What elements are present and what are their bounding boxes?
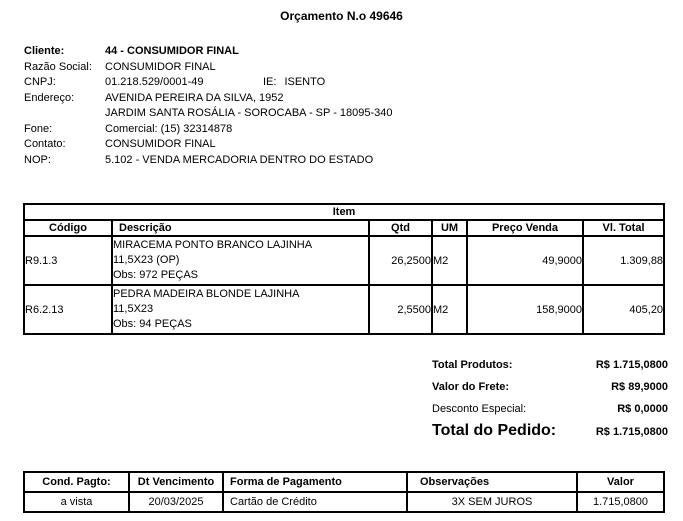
cnpj-value: 01.218.529/0001-49 bbox=[105, 76, 204, 88]
nop-label: NOP: bbox=[24, 153, 51, 166]
table-row bbox=[24, 492, 664, 512]
item-preco-venda: 158,9000 bbox=[467, 285, 583, 334]
ie-value: ISENTO bbox=[284, 76, 326, 88]
item-table bbox=[23, 203, 665, 335]
customer-row-cliente bbox=[24, 44, 393, 60]
payment-dt-vencimento: 20/03/2025 bbox=[129, 492, 223, 512]
razao-social-label: Razão Social: bbox=[24, 60, 92, 73]
cnpj-label: CNPJ: bbox=[24, 76, 56, 88]
valor-frete-label: Valor do Frete: bbox=[432, 381, 510, 393]
total-pedido-value: R$ 1.715,0800 bbox=[595, 426, 668, 438]
contato-value: CONSUMIDOR FINAL bbox=[105, 138, 216, 150]
endereco-label: Endereço: bbox=[24, 91, 75, 104]
cliente-value: 44 - CONSUMIDOR FINAL bbox=[105, 45, 239, 57]
endereco-value bbox=[105, 91, 393, 122]
item-table-group-header-row bbox=[24, 204, 664, 220]
total-pedido-label: Total do Pedido: bbox=[432, 422, 557, 439]
item-um: M2 bbox=[432, 236, 467, 285]
total-produtos-row bbox=[432, 358, 668, 372]
customer-row-nop bbox=[24, 153, 393, 169]
column-header-vl-total: Vl. Total bbox=[583, 220, 664, 236]
item-descricao bbox=[112, 285, 369, 334]
item-descricao-line1: MIRACEMA PONTO BRANCO LAJINHA bbox=[113, 239, 313, 251]
desconto-especial-row bbox=[432, 402, 668, 416]
desconto-especial-label: Desconto Especial: bbox=[432, 403, 527, 415]
column-header-valor: Valor bbox=[577, 472, 664, 492]
item-vl-total: 1.309,88 bbox=[583, 236, 664, 285]
item-descricao-line1: PEDRA MADEIRA BLONDE LAJINHA bbox=[113, 288, 300, 300]
total-produtos-label: Total Produtos: bbox=[432, 359, 513, 371]
item-table-header-row bbox=[24, 220, 664, 236]
page-title: Orçamento N.o 49646 bbox=[280, 9, 403, 23]
column-header-descricao: Descrição bbox=[112, 220, 369, 236]
fone-value: Comercial: (15) 32314878 bbox=[105, 122, 233, 135]
total-pedido-row bbox=[432, 424, 668, 439]
customer-row-fone bbox=[24, 122, 393, 138]
item-descricao-line3: Obs: 972 PEÇAS bbox=[113, 269, 198, 281]
contato-label: Contato: bbox=[24, 138, 66, 150]
payment-cond-pagto: a vista bbox=[24, 492, 129, 512]
item-descricao bbox=[112, 236, 369, 285]
payment-valor: 1.715,0800 bbox=[577, 492, 664, 512]
item-codigo: R9.1.3 bbox=[24, 236, 112, 285]
item-preco-venda: 49,9000 bbox=[467, 236, 583, 285]
razao-social-value: CONSUMIDOR FINAL bbox=[105, 60, 216, 73]
item-descricao-line2: 11,5X23 (OP) bbox=[113, 254, 180, 266]
column-header-codigo: Código bbox=[24, 220, 112, 236]
customer-row-razao-social bbox=[24, 60, 393, 76]
payment-forma-pagamento: Cartão de Crédito bbox=[223, 492, 407, 512]
column-header-preco-venda: Preço Venda bbox=[467, 220, 583, 236]
table-row bbox=[24, 285, 664, 334]
valor-frete-value: R$ 89,9000 bbox=[611, 381, 668, 393]
nop-value: 5.102 - VENDA MERCADORIA DENTRO DO ESTADO bbox=[105, 153, 374, 166]
valor-frete-row bbox=[432, 380, 668, 394]
column-header-observacoes: Observações bbox=[407, 472, 577, 492]
payment-table-header-row bbox=[24, 472, 664, 492]
item-descricao-line2: 11,5X23 bbox=[113, 303, 154, 315]
payment-observacoes: 3X SEM JUROS bbox=[407, 492, 577, 512]
customer-row-cnpj bbox=[24, 75, 393, 91]
column-header-dt-vencimento: Dt Vencimento bbox=[129, 472, 223, 492]
customer-row-contato bbox=[24, 137, 393, 153]
cliente-label: Cliente: bbox=[24, 45, 65, 57]
payment-table bbox=[23, 471, 665, 513]
item-um: M2 bbox=[432, 285, 467, 334]
item-qtd: 2,5500 bbox=[369, 285, 432, 334]
item-table-group-header: Item bbox=[24, 204, 664, 220]
total-produtos-value: R$ 1.715,0800 bbox=[595, 359, 668, 371]
endereco-line2: JARDIM SANTA ROSÁLIA - SOROCABA - SP - 18095-340 bbox=[105, 107, 393, 119]
column-header-forma-pagamento: Forma de Pagamento bbox=[223, 472, 407, 492]
item-codigo: R6.2.13 bbox=[24, 285, 112, 334]
item-vl-total: 405,20 bbox=[583, 285, 664, 334]
item-qtd: 26,2500 bbox=[369, 236, 432, 285]
customer-info bbox=[24, 44, 393, 168]
fone-label: Fone: bbox=[24, 122, 53, 135]
item-descricao-line3: Obs: 94 PEÇAS bbox=[113, 318, 192, 330]
ie-label: IE: bbox=[263, 76, 277, 88]
table-row bbox=[24, 236, 664, 285]
column-header-qtd: Qtd bbox=[369, 220, 432, 236]
customer-row-endereco bbox=[24, 91, 393, 122]
column-header-um: UM bbox=[432, 220, 467, 236]
column-header-cond-pagto: Cond. Pagto: bbox=[24, 472, 129, 492]
totals-summary bbox=[432, 358, 668, 439]
desconto-especial-value: R$ 0,0000 bbox=[617, 403, 668, 415]
endereco-line1: AVENIDA PEREIRA DA SILVA, 1952 bbox=[105, 91, 284, 104]
